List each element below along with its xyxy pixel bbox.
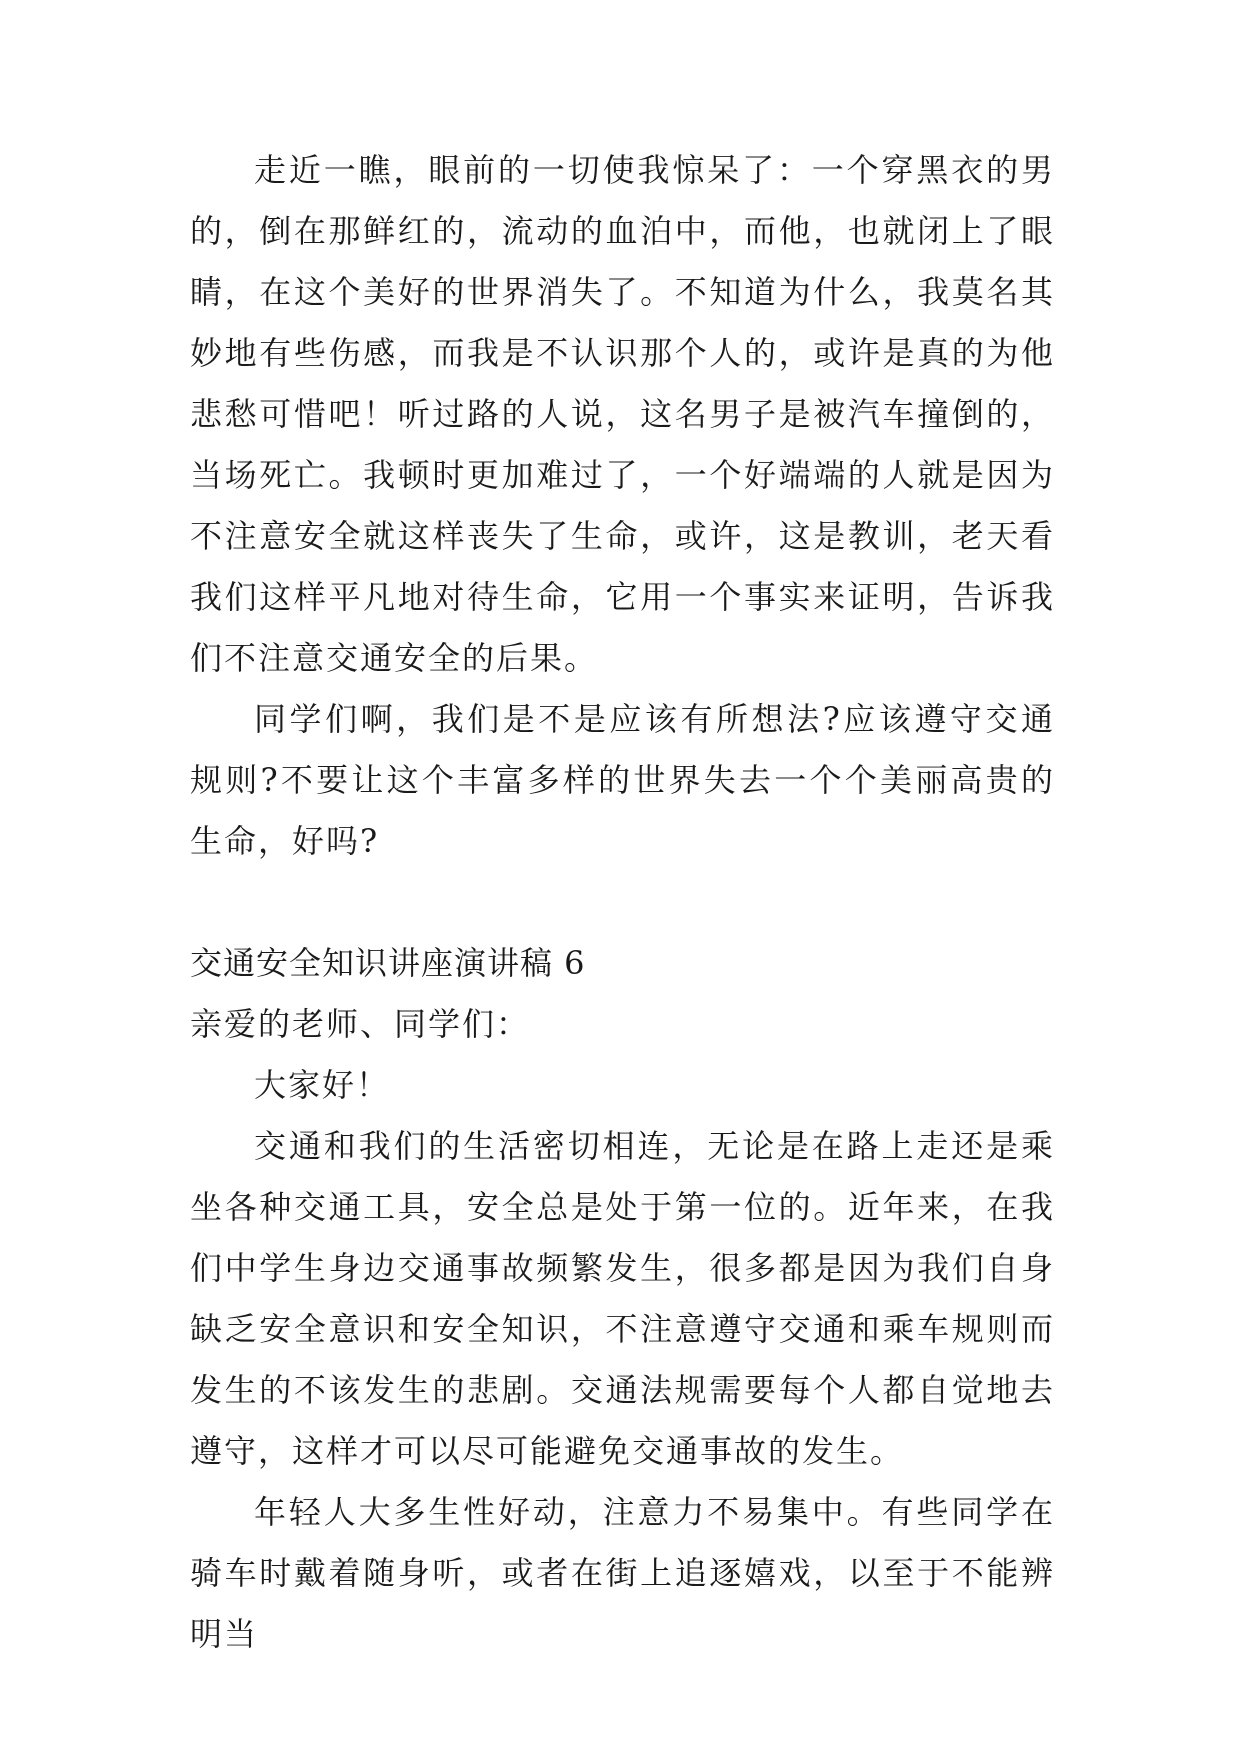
- paragraph-young-people: 年轻人大多生性好动，注意力不易集中。有些同学在骑车时戴着随身听，或者在街上追逐嬉戏，以至于不能辨明当: [190, 1493, 1055, 1653]
- section-heading: 交通安全知识讲座演讲稿 6: [190, 944, 586, 982]
- document-page: [190, 140, 1055, 1665]
- paragraph-accident-scene: 走近一瞧，眼前的一切使我惊呆了：一个穿黑衣的男的，倒在那鲜红的，流动的血泊中，而他，也就闭上了眼睛，在这个美好的世界消失了。不知道为什么，我莫名其妙地有些伤感，而我是不认识那个人的，或许是真的为他悲愁可惜吧！听过路的人说，这名男子是被汽车撞倒的，当场死亡。我顿时更加难过了，一个好端端的人就是因为不注意安全就这样丧失了生命，或许，这是教训，老天看我们这样平凡地对待生命，它用一个事实来证明，告诉我们不注意交通安全的后果。: [190, 151, 1055, 677]
- greeting: 大家好！: [254, 1066, 391, 1104]
- salutation: 亲爱的老师、同学们：: [190, 1005, 531, 1043]
- paragraph-traffic-safety: 交通和我们的生活密切相连，无论是在路上走还是乘坐各种交通工具，安全总是处于第一位的。近年来，在我们中学生身边交通事故频繁发生，很多都是因为我们自身缺乏安全意识和安全知识，不注意遵守交通和乘车规则而发生的不该发生的悲剧。交通法规需要每个人都自觉地去遵守，这样才可以尽可能避免交通事故的发生。: [190, 1127, 1055, 1470]
- paragraph-appeal: 同学们啊，我们是不是应该有所想法?应该遵守交通规则?不要让这个丰富多样的世界失去一个个美丽高贵的生命，好吗?: [190, 700, 1055, 860]
- section-gap: [190, 872, 1055, 933]
